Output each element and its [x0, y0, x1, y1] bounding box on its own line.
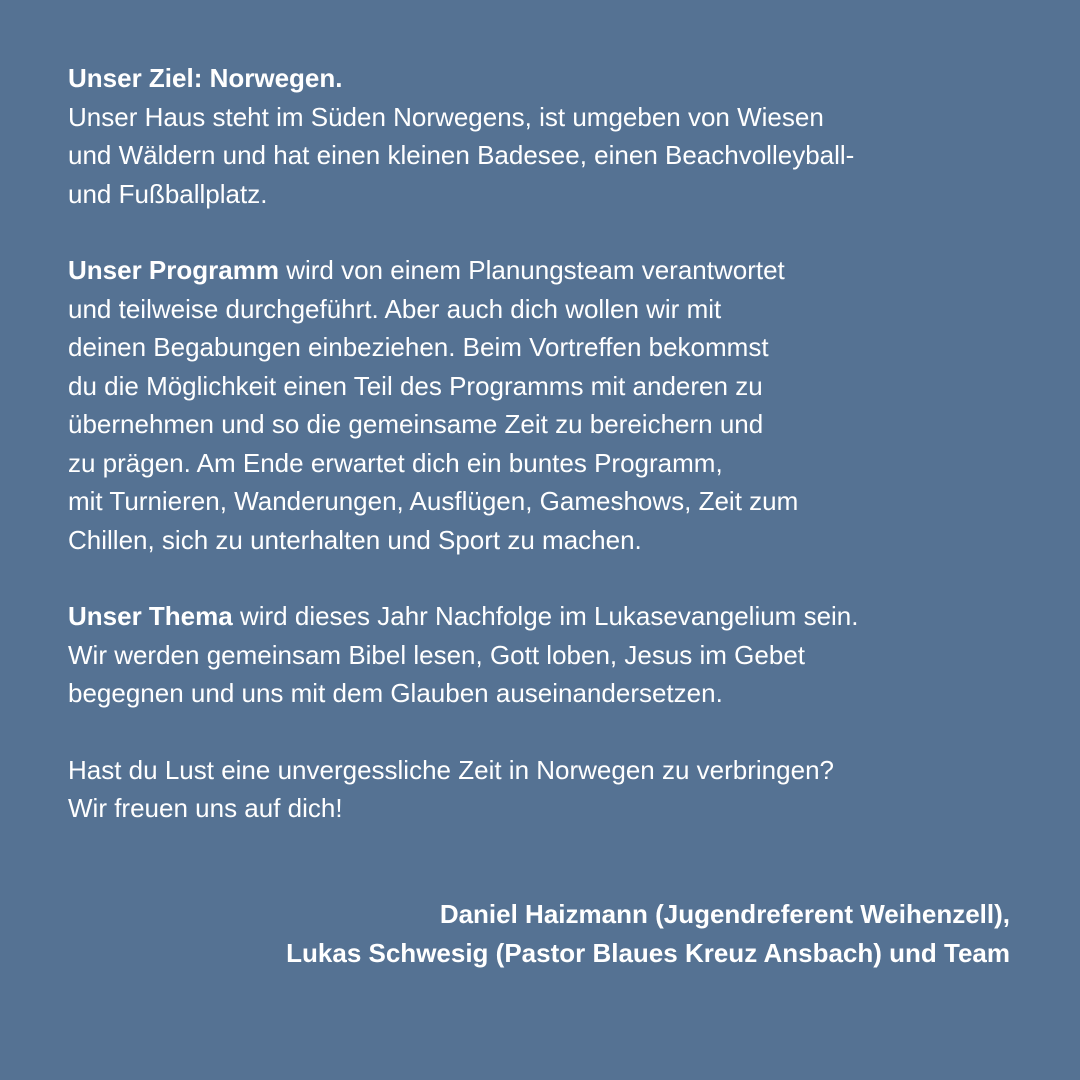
theme-first-line	[68, 597, 1028, 636]
invitation-line: Wir freuen uns auf dich!	[68, 793, 343, 823]
program-line: du die Möglichkeit einen Teil des Programms mit anderen zu	[68, 370, 763, 401]
program-line: deinen Begabungen einbeziehen. Beim Vortreffen bekommst	[68, 332, 769, 362]
destination-line: und Wäldern und hat einen kleinen Badesee, einen Beachvolleyball-	[68, 140, 855, 170]
invitation-line: Hast du Lust eine unvergessliche Zeit in Norwegen zu verbringen?	[68, 754, 834, 785]
section-destination	[68, 59, 1028, 213]
section-invitation	[68, 751, 1028, 828]
destination-line: Unser Haus steht im Süden Norwegens, ist umgeben von Wiesen	[68, 101, 824, 132]
section-theme	[68, 597, 1028, 713]
program-line: und teilweise durchgeführt. Aber auch dich wollen wir mit	[68, 293, 722, 324]
program-line: mit Turnieren, Wanderungen, Ausflügen, Gameshows, Zeit zum	[68, 486, 799, 516]
flyer-text	[68, 59, 1028, 866]
signature-line-1: Daniel Haizmann (Jugendreferent Weihenzell),	[439, 899, 1010, 929]
signature-line-2: Lukas Schwesig (Pastor Blaues Kreuz Ansbach) und Team	[286, 938, 1010, 968]
program-line: Chillen, sich zu unterhalten und Sport zu machen.	[68, 524, 642, 555]
program-line: übernehmen und so die gemeinsame Zeit zu bereichern und	[68, 409, 764, 439]
program-line: zu prägen. Am Ende erwartet dich ein buntes Programm,	[68, 447, 723, 478]
destination-heading: Unser Ziel: Norwegen.	[68, 63, 343, 93]
theme-line: begegnen und uns mit dem Glauben auseinandersetzen.	[68, 678, 723, 708]
signature	[286, 895, 1010, 973]
destination-line: und Fußballplatz.	[68, 178, 268, 209]
section-program	[68, 251, 1028, 559]
program-heading: Unser Programm	[68, 255, 279, 285]
program-first-line	[68, 251, 1028, 290]
program-first-line-text: wird von einem Planungsteam verantwortet	[278, 255, 785, 285]
theme-heading: Unser Thema	[68, 601, 233, 631]
theme-first-line-text: wird dieses Jahr Nachfolge im Lukasevangelium sein.	[232, 601, 859, 631]
theme-line: Wir werden gemeinsam Bibel lesen, Gott loben, Jesus im Gebet	[68, 639, 806, 670]
